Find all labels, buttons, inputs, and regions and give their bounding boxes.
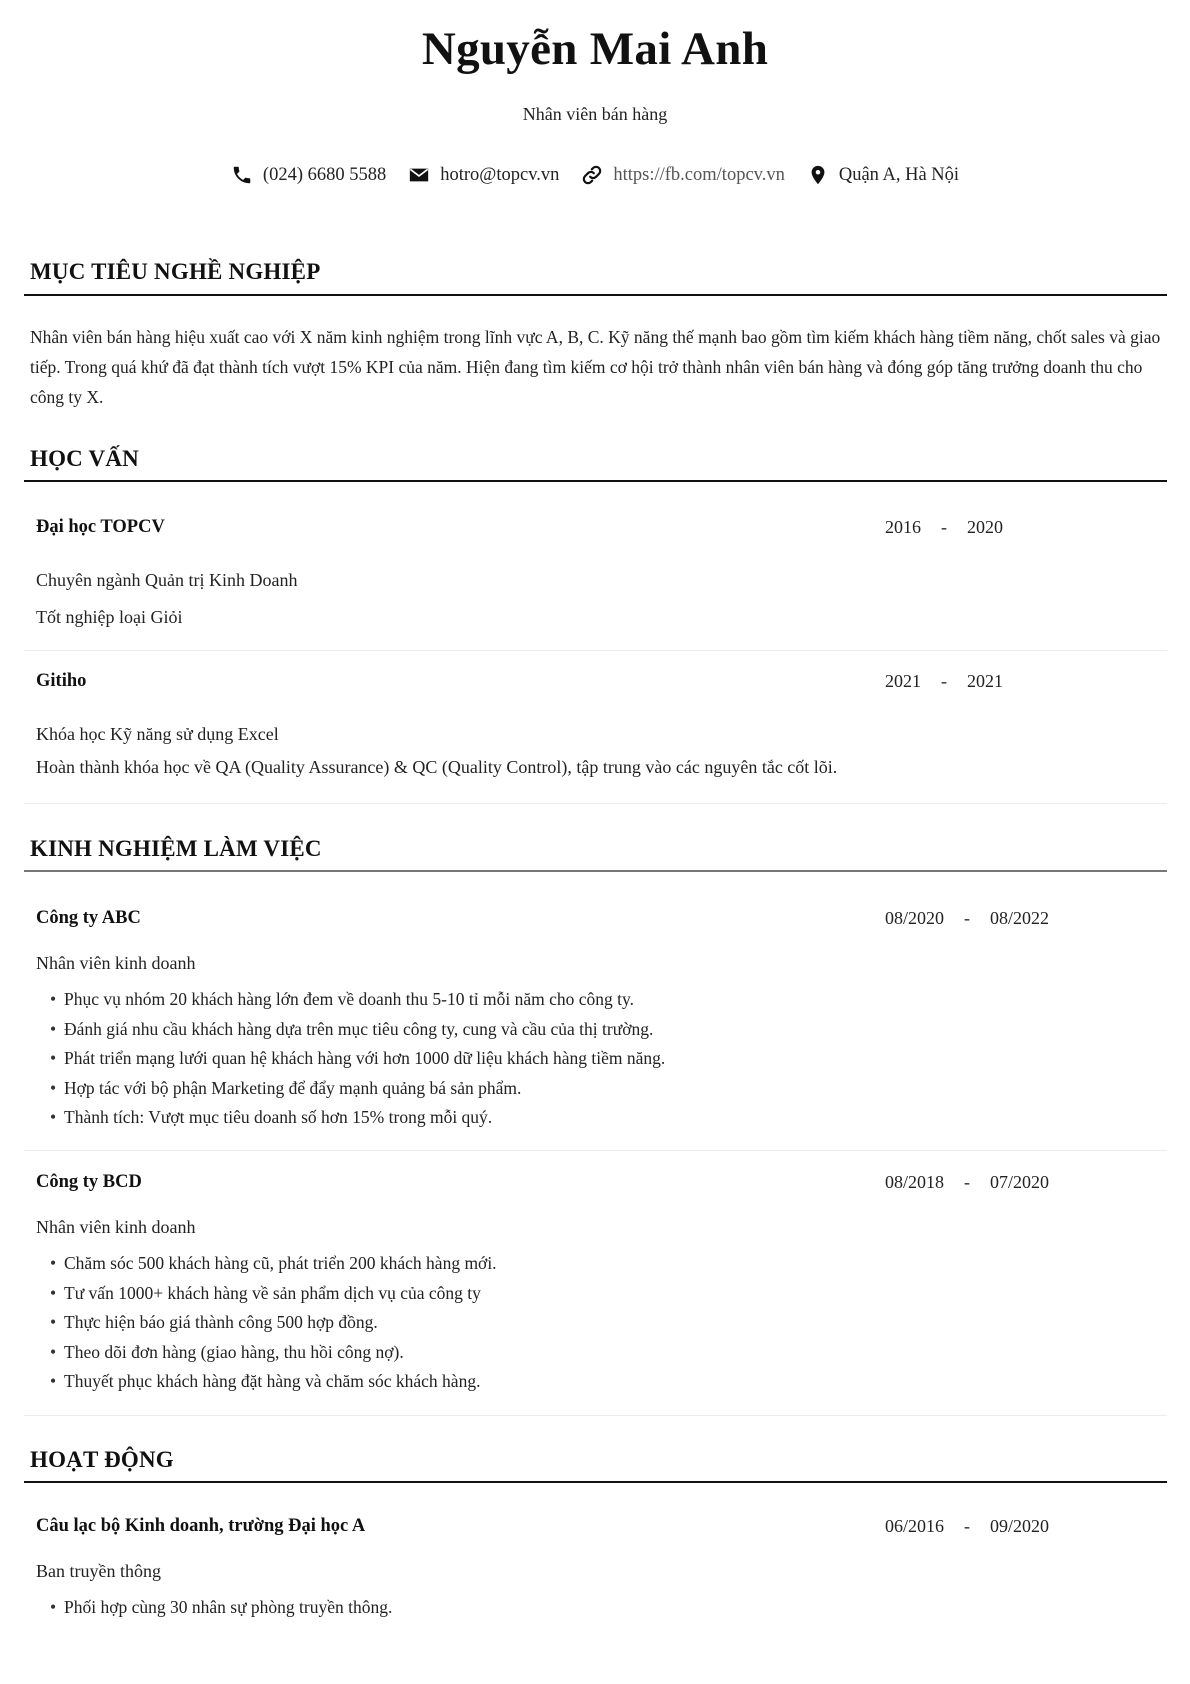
list-item: • Thành tích: Vượt mục tiêu doanh số hơn 15% trong mỗi quý. [50,1103,665,1133]
list-item: • Thuyết phục khách hàng đặt hàng và chăm sóc khách hàng. [50,1367,497,1397]
section-rule [24,1481,1167,1483]
section-title-objective: MỤC TIÊU NGHỀ NGHIỆP [30,259,321,284]
list-item: • Theo dõi đơn hàng (giao hàng, thu hồi công nợ). [50,1338,497,1368]
date-end: 09/2020 [990,1516,1050,1536]
education-school: Đại học TOPCV [36,517,165,537]
objective-text: Nhân viên bán hàng hiệu xuất cao với X năm kinh nghiệm trong lĩnh vực A, B, C. Kỹ năng thế mạnh bao gồm tìm kiếm khách hàng tiềm năng, chốt sales và giao tiếp. Trong quá khứ đã đạt thành tích vượt 15% KPI của năm. Hiện đang tìm kiếm cơ hội trở thành nhân viên bán hàng và đóng góp tăng trưởng doanh thu cho công ty X. [30,327,1161,407]
experience-company: Công ty ABC [36,908,141,928]
date-separator: - [964,908,971,928]
date-start: 08/2018 [885,1172,945,1192]
list-item: • Đánh giá nhu cầu khách hàng dựa trên mục tiêu công ty, cung và cầu của thị trường. [50,1015,665,1045]
experience-bullet-list [50,985,665,1133]
list-item: • Thực hiện báo giá thành công 500 hợp đồng. [50,1308,497,1338]
education-detail: Tốt nghiệp loại Giỏi [36,607,183,627]
contact-email [408,164,559,186]
education-detail: Chuyên ngành Quản trị Kinh Doanh [36,570,298,590]
list-item: • Hợp tác với bộ phận Marketing để đẩy mạnh quảng bá sản phẩm. [50,1074,665,1104]
date-end: 07/2020 [990,1172,1050,1192]
section-title-experience: KINH NGHIỆM LÀM VIỆC [30,836,322,861]
list-item: • Phục vụ nhóm 20 khách hàng lớn đem về doanh thu 5-10 tỉ mỗi năm cho công ty. [50,985,665,1015]
date-start: 08/2020 [885,908,945,928]
experience-position: Nhân viên kinh doanh [36,953,196,973]
education-detail: Hoàn thành khóa học về QA (Quality Assurance) & QC (Quality Control), tập trung vào các nguyên tắc cốt lõi. [36,757,838,777]
date-start: 06/2016 [885,1516,945,1536]
activity-bullet-list [50,1593,392,1623]
address-text: Quận A, Hà Nội [838,164,960,185]
activity-organization: Câu lạc bộ Kinh doanh, trường Đại học A [36,1516,366,1536]
location-icon [807,164,829,186]
education-school: Gitiho [36,671,87,691]
section-title-activities: HOẠT ĐỘNG [30,1447,174,1472]
education-dates [885,671,1003,692]
date-separator: - [941,517,947,537]
contact-bar [0,164,1190,186]
experience-company: Công ty BCD [36,1172,142,1192]
experience-position: Nhân viên kinh doanh [36,1217,196,1237]
section-rule [24,870,1167,872]
entry-divider [24,650,1167,651]
activity-dates [885,1516,1049,1537]
email-icon [408,164,430,186]
phone-text: (024) 6680 5588 [262,164,387,185]
contact-address [807,164,959,186]
date-separator: - [964,1172,971,1192]
section-title-education: HỌC VẤN [30,446,139,471]
contact-phone [231,164,386,186]
candidate-name: Nguyễn Mai Anh [421,23,769,75]
date-end: 2020 [967,517,1003,537]
section-rule [24,480,1167,482]
date-end: 2021 [967,671,1003,691]
entry-divider [24,803,1167,804]
experience-dates [885,1172,1049,1193]
email-text[interactable]: hotro@topcv.vn [440,164,560,185]
section-rule [24,294,1167,296]
date-separator: - [941,671,947,691]
list-item: • Phối hợp cùng 30 nhân sự phòng truyền thông. [50,1593,392,1623]
activity-role: Ban truyền thông [36,1561,161,1581]
date-start: 2021 [885,671,921,691]
date-end: 08/2022 [990,908,1050,928]
experience-dates [885,908,1049,929]
list-item: • Tư vấn 1000+ khách hàng về sản phẩm dịch vụ của công ty [50,1279,497,1309]
education-dates [885,517,1003,538]
entry-divider [24,1415,1167,1416]
education-detail: Khóa học Kỹ năng sử dụng Excel [36,724,279,744]
contact-website [581,164,784,186]
website-link[interactable]: https://fb.com/topcv.vn [613,164,785,185]
phone-icon [231,164,253,186]
list-item: • Chăm sóc 500 khách hàng cũ, phát triển 200 khách hàng mới. [50,1249,497,1279]
list-item: • Phát triển mạng lưới quan hệ khách hàng với hơn 1000 dữ liệu khách hàng tiềm năng. [50,1044,665,1074]
link-icon [581,164,603,186]
entry-divider [24,1150,1167,1151]
candidate-job-title: Nhân viên bán hàng [522,104,668,124]
date-separator: - [964,1516,971,1536]
date-start: 2016 [885,517,921,537]
experience-bullet-list [50,1249,497,1397]
